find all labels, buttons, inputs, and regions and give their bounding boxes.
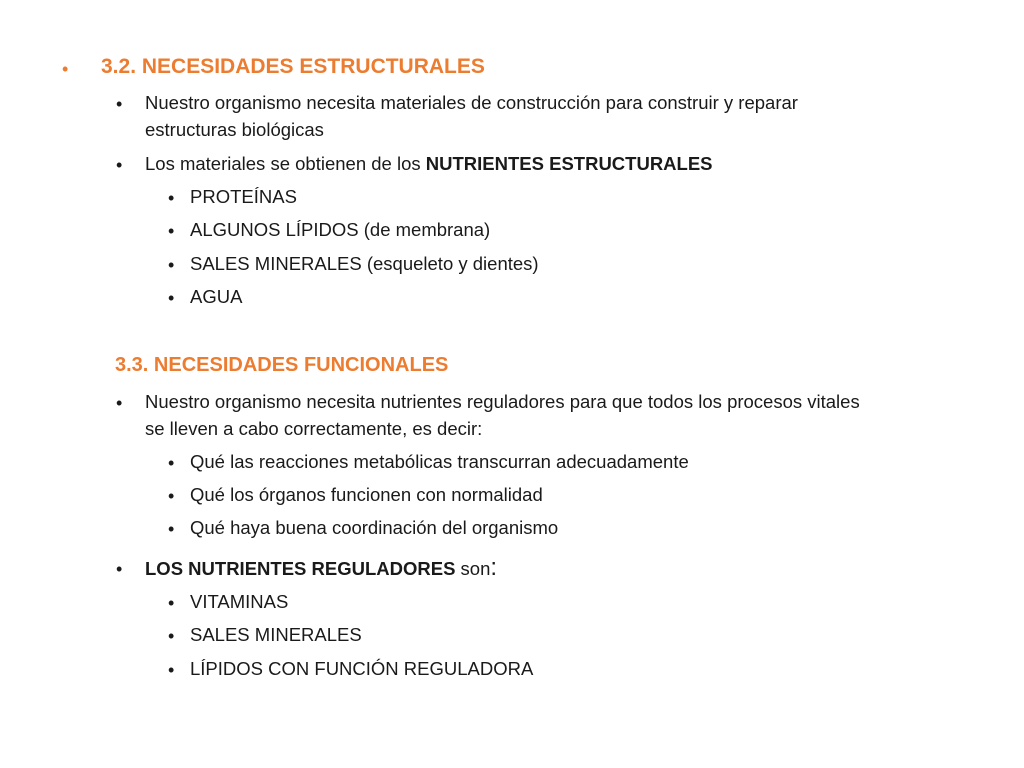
sub-item: SALES MINERALES (esqueleto y dientes) [190, 253, 539, 274]
sub-item: VITAMINAS [190, 591, 289, 612]
sub-bullet: • [168, 593, 175, 613]
list-item-text-bold: NUTRIENTES ESTRUCTURALES [425, 153, 713, 174]
sub-item: LÍPIDOS CON FUNCIÓN REGULADORA [190, 658, 534, 679]
sub-item: Qué las reacciones metabólicas transcurran adecuadamente [190, 451, 689, 472]
sub-item: SALES MINERALES [190, 624, 362, 645]
section-heading-structural: 3.2. NECESIDADES ESTRUCTURALES [101, 55, 485, 78]
list-item-text-prefix: Los materiales se obtienen de los [145, 153, 426, 174]
sub-bullet: • [168, 188, 175, 208]
sub-bullet: • [168, 255, 175, 275]
list-item-text-bold: LOS NUTRIENTES REGULADORES [145, 558, 456, 579]
sub-item: Qué haya buena coordinación del organismo [190, 517, 559, 538]
sub-item: ALGUNOS LÍPIDOS (de membrana) [190, 219, 491, 240]
sub-item: AGUA [190, 286, 243, 307]
sub-item: Qué los órganos funcionen con normalidad [190, 484, 543, 505]
sub-bullet: • [168, 660, 175, 680]
sub-bullet: • [168, 519, 175, 539]
heading-bullet: • [62, 59, 69, 79]
sub-bullet: • [168, 288, 175, 308]
list-item-text: Nuestro organismo necesita materiales de construcción para construir y reparar [145, 92, 798, 113]
sub-bullet: • [168, 626, 175, 646]
section-heading-functional: 3.3. NECESIDADES FUNCIONALES [115, 354, 449, 376]
list-item-text-suffix: son [455, 558, 491, 579]
list-item-text [145, 153, 713, 175]
list-item-text: se lleven a cabo correctamente, es decir: [145, 418, 483, 439]
sub-item: PROTEÍNAS [190, 186, 297, 207]
list-bullet: • [116, 393, 123, 413]
list-bullet: • [116, 559, 123, 579]
list-bullet: • [116, 155, 123, 175]
list-item-text: Nuestro organismo necesita nutrientes reguladores para que todos los procesos vitales [145, 391, 860, 412]
sub-bullet: • [168, 486, 175, 506]
sub-bullet: • [168, 453, 175, 473]
list-item-text: estructuras biológicas [145, 119, 324, 140]
list-item-text [145, 554, 497, 582]
list-item-colon: : [490, 554, 498, 581]
sub-bullet: • [168, 221, 175, 241]
list-bullet: • [116, 94, 123, 114]
